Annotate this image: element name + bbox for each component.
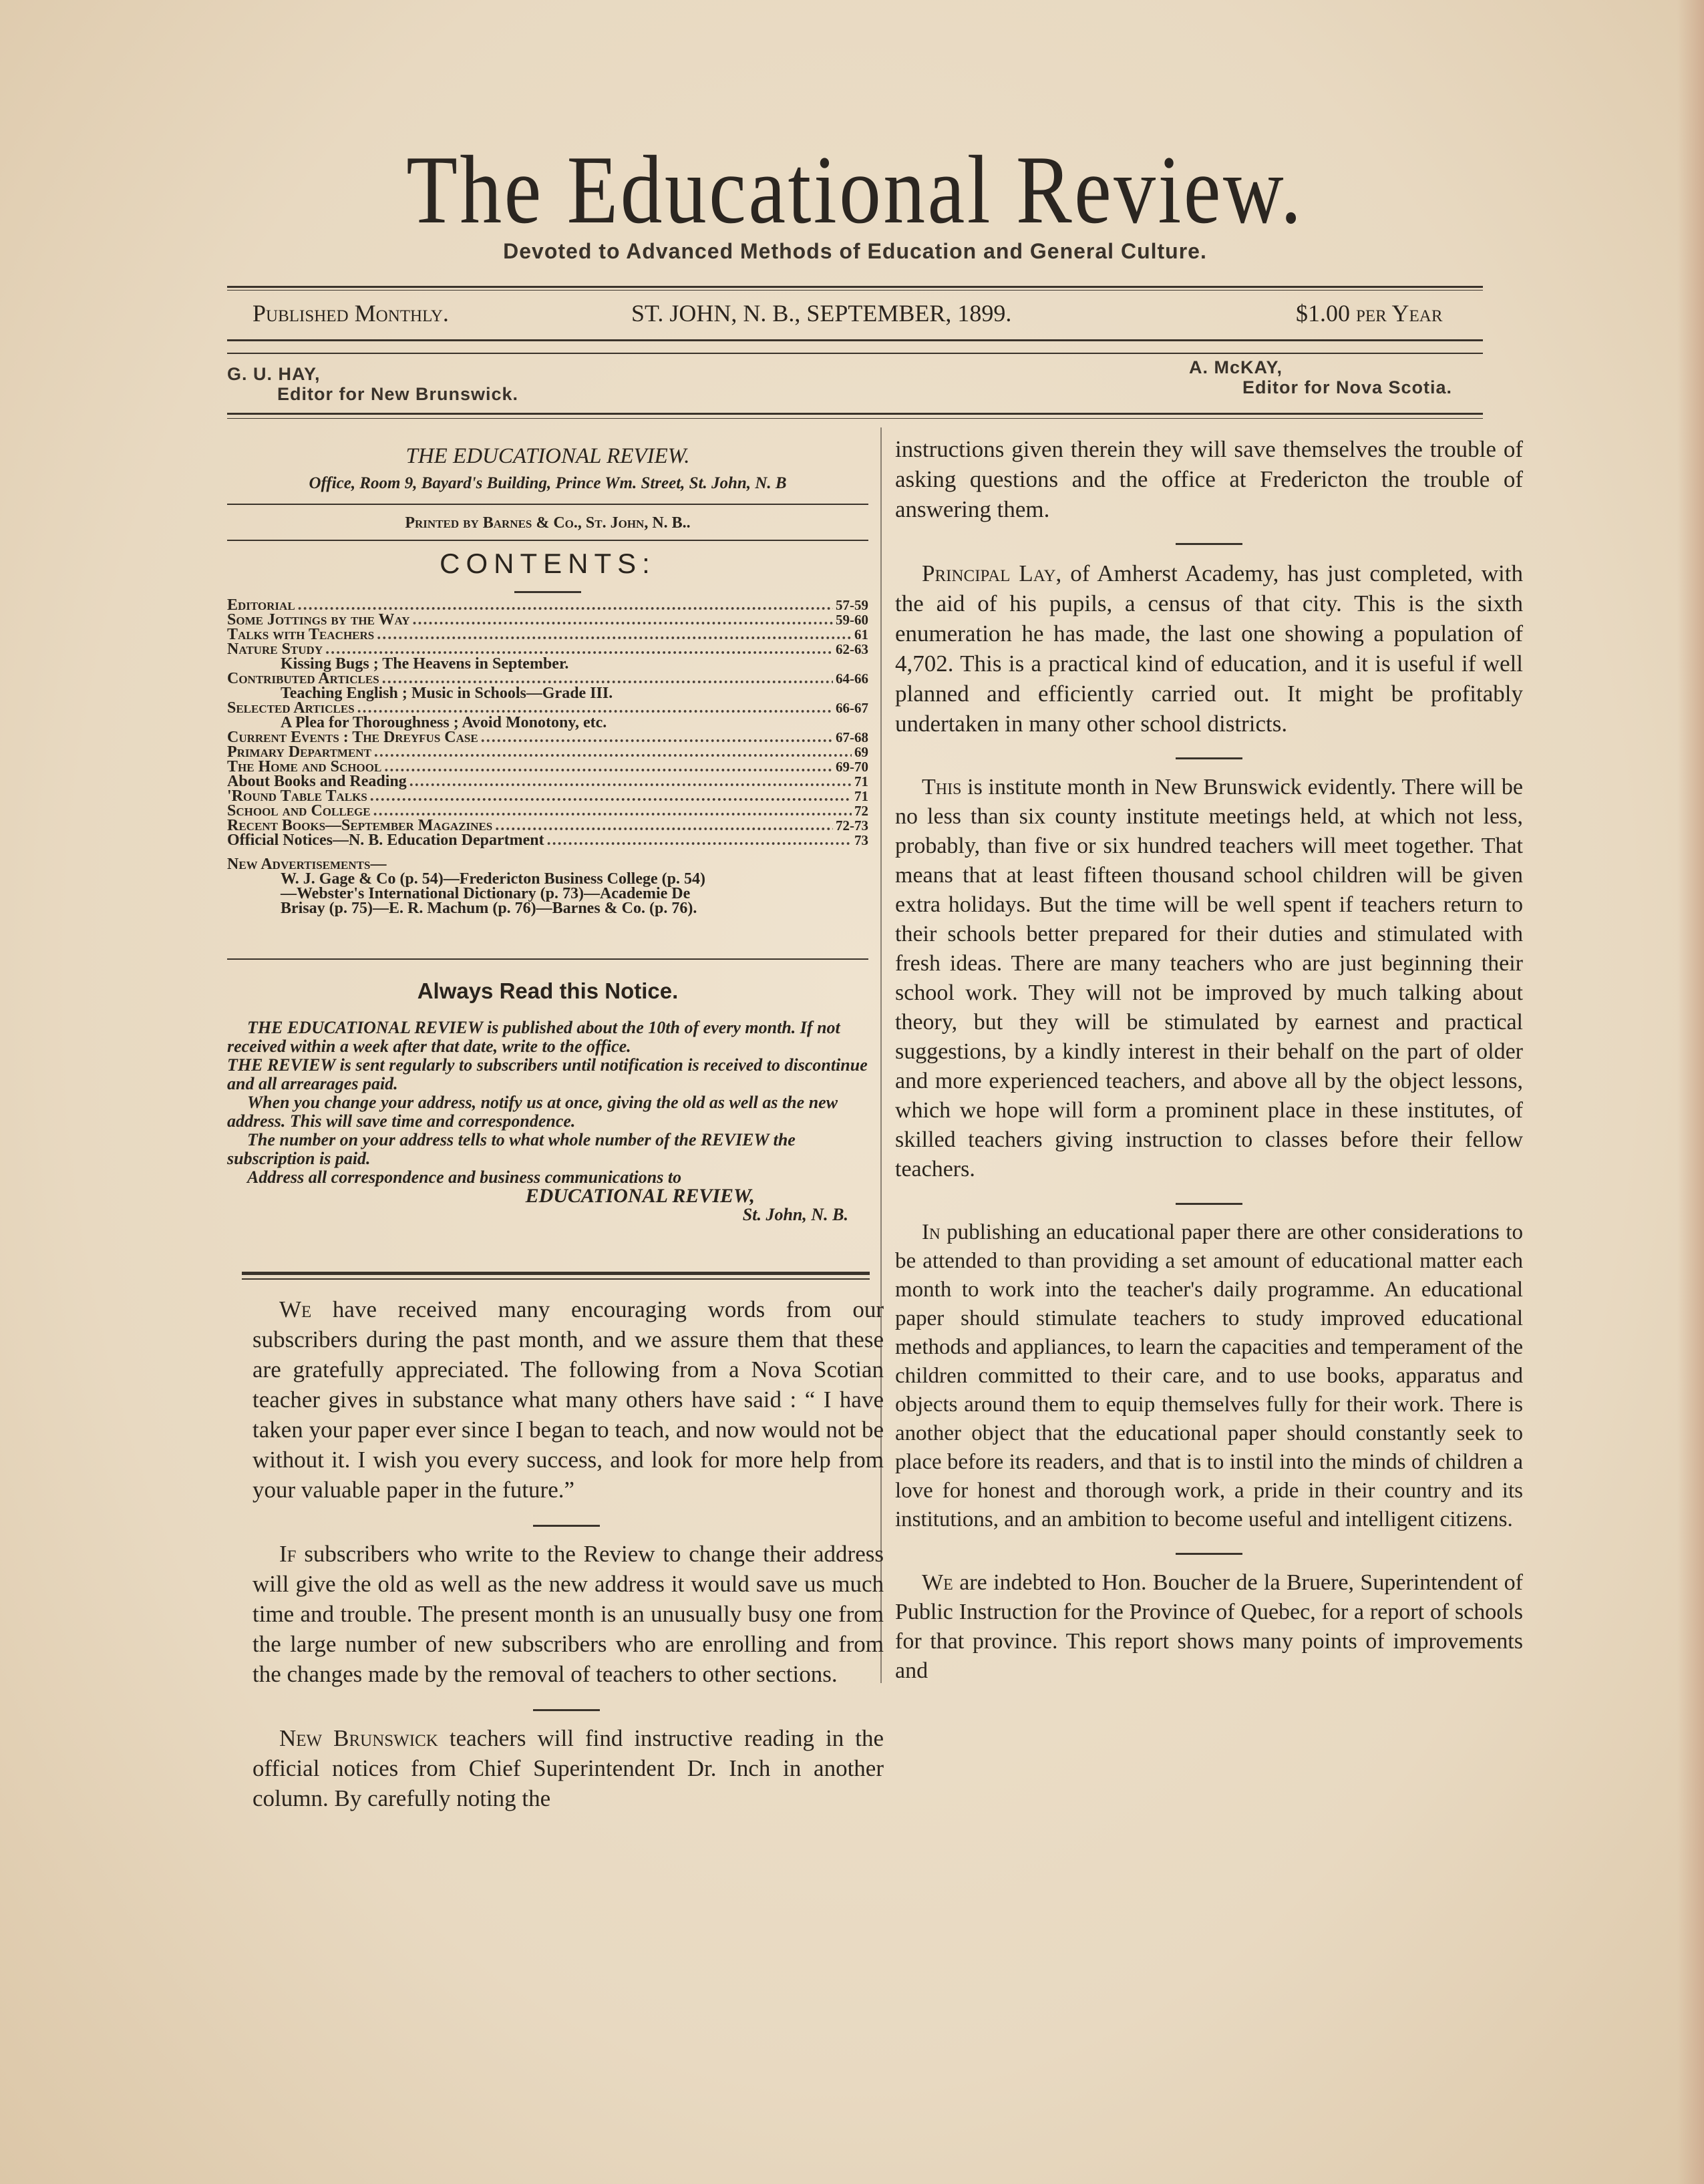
ads-line: W. J. Gage & Co (p. 54)—Fredericton Business College (p. 54)	[281, 870, 705, 888]
price-unit: per Year	[1356, 300, 1443, 327]
paragraph: In publishing an educational paper there are other considerations to be attended to than providing a set amount of educational matter each month to work into the teacher's daily programme. An educational paper should stimulate teachers to study improved educational methods and appliances, to learn the capacities and temperament of the children committed to their care, and to use books, apparatus and objects around them to equip themselves fully for their work. There is another object that the educational paper should constantly seek to place before its readers, and that is to instil into the minds of children a love for honest and thorough work, a pride in their country and its institutions, and an ambition to become useful and intelligent citizens.	[895, 1220, 1523, 1531]
divider	[227, 339, 1483, 341]
divider	[242, 1278, 870, 1280]
contents-heading: CONTENTS:	[440, 548, 656, 579]
notice-p3: When you change your address, notify us at once, giving the old as well as the new address. This will save time and correspondence.	[227, 1093, 838, 1131]
notice-p4: The number on your address tells to what whole number of the REVIEW the subscription is paid.	[227, 1130, 796, 1168]
masthead-title: The Educational Review.	[406, 136, 1304, 244]
toc-entry[interactable]: Primary Department ..... 69	[227, 745, 868, 759]
printer-line: Printed by Barnes & Co., St. John, N. B..	[405, 514, 691, 532]
paragraph: This is institute month in New Brunswick evidently. There will be no less than six county institute meetings held, at which not less, probably, than five or six hundred teachers will meet together. That means that at least fifteen thousand school children will be given extra holidays. But the time will be well spent if teachers return to their schools better prepared for their duties and stimulated with fresh ideas. There are many teachers who are just beginning their school work. They will not be improved by much talking about theory, but they will be stimulated by earnest and practical suggestions, by a kindly interest in their behalf on the part of older and more experienced teachers, and above all by the object lessons, which we hope will form a prominent place in these institutes, of skilled teachers giving instruction to classes before their fellow teachers.	[895, 775, 1524, 1181]
pub-dateline: ST. JOHN, N. B., SEPTEMBER, 1899.	[631, 300, 1012, 327]
paragraph: Principal Lay, of Amherst Academy, has just completed, with the aid of his pupils, a census of that city. This is the sixth enumeration he has made, the last one showing a population of 4,702. This is a practical kind of education, and it is useful if well planned and efficiently carried out. It might be profitably undertaken in many other school districts.	[895, 560, 1523, 737]
toc-subentry: Kissing Bugs ; The Heavens in September.	[281, 655, 569, 673]
toc-entry[interactable]: Recent Books—September Magazines ..... 72-73	[227, 818, 868, 833]
notice-p2: THE REVIEW is sent regularly to subscribers until notification is received to discontinue and all arrearages paid.	[227, 1055, 868, 1093]
right-body	[895, 434, 1523, 1686]
page-edge	[1677, 0, 1704, 2184]
paragraph: instructions given therein they will save themselves the trouble of asking questions and the office at Fredericton the trouble of answering them.	[895, 436, 1523, 522]
paragraph: If subscribers who write to the Review to change their address will give the old as well as the new address it would save us much time and trouble. The present month is an unusually busy one from the large number of new subscribers who are enrolling and from the changes made by the removal of teachers to other sections.	[252, 1541, 884, 1687]
office-address: Office, Room 9, Bayard's Building, Prince Wm. Street, St. John, N. B	[309, 474, 787, 492]
pub-price	[1296, 299, 1443, 327]
published-monthly	[252, 299, 449, 327]
short-rule	[514, 591, 581, 593]
office-title: THE EDUCATIONAL REVIEW.	[405, 444, 690, 468]
toc-entry[interactable]: Talks with Teachers ..... 61	[227, 627, 868, 642]
editor-right-title: Editor for Nova Scotia.	[1242, 377, 1453, 397]
toc-entry[interactable]: Official Notices—N. B. Education Department ..... 73	[227, 833, 868, 848]
editor-left-title: Editor for New Brunswick.	[277, 384, 519, 404]
short-rule	[533, 1525, 600, 1527]
short-rule	[1176, 1203, 1242, 1205]
paragraph: We have received many encouraging words from our subscribers during the past month, and we assure them that these are gratefully appreciated. The following from a Nova Scotian teacher gives in substance what many others have said : “ I have taken your paper ever since I began to teach, and now would not be without it. I wish you every success, and look for more help from your valuable paper in the future.”	[252, 1296, 884, 1503]
paragraph: New Brunswick teachers will find instructive reading in the official notices from Chief Superintendent Dr. Inch in another column. By carefully noting the	[252, 1725, 884, 1811]
toc-entry[interactable]: Editorial ..... 57-59	[227, 598, 868, 612]
short-rule	[533, 1709, 600, 1711]
masthead-subtitle: Devoted to Advanced Methods of Education and General Culture.	[503, 239, 1207, 263]
toc-entry[interactable]: Current Events : The Dreyfus Case ..... 67-68	[227, 730, 868, 745]
toc-entry[interactable]: Nature Study ..... 62-63	[227, 642, 868, 657]
toc-entry[interactable]: Contributed Articles ..... 64-66	[227, 671, 868, 686]
ads-heading: New Advertisements—	[227, 856, 387, 873]
ads-line: Brisay (p. 75)—E. R. Machum (p. 76)—Barnes & Co. (p. 76).	[281, 900, 697, 917]
toc-entry[interactable]: Selected Articles ..... 66-67	[227, 701, 868, 715]
notice-sig1: EDUCATIONAL REVIEW,	[525, 1185, 755, 1207]
divider	[227, 540, 868, 541]
editor-left-name: G. U. HAY,	[227, 364, 321, 384]
divider	[227, 504, 868, 505]
toc-entry[interactable]: The Home and School ..... 69-70	[227, 759, 868, 774]
price-value: $1.00	[1296, 300, 1350, 327]
notice-block	[227, 1019, 868, 1224]
divider	[242, 1272, 870, 1275]
divider	[227, 418, 1483, 419]
divider	[227, 286, 1483, 288]
notice-p5: Address all correspondence and business communications to	[247, 1167, 682, 1187]
editor-left	[227, 364, 518, 404]
divider	[227, 958, 868, 960]
ads-line: —Webster's International Dictionary (p. 73)—Academie De	[281, 885, 691, 902]
short-rule	[1176, 543, 1242, 545]
toc-subentry: A Plea for Thoroughness ; Avoid Monotony, etc.	[281, 714, 607, 731]
left-body	[252, 1294, 884, 1813]
toc-entry[interactable]: About Books and Reading ..... 71	[227, 774, 868, 789]
toc-entry[interactable]: Some Jottings by the Way ..... 59-60	[227, 612, 868, 627]
divider	[227, 290, 1483, 291]
toc-entry[interactable]: 'Round Table Talks ..... 71	[227, 789, 868, 803]
divider	[227, 353, 1483, 354]
toc-entry[interactable]: School and College ..... 72	[227, 803, 868, 818]
editor-right	[1189, 357, 1452, 397]
short-rule	[1176, 757, 1242, 759]
editor-right-name: A. McKAY,	[1189, 357, 1283, 377]
paragraph: We are indebted to Hon. Boucher de la Bruere, Superintendent of Public Instruction for the Province of Quebec, for a report of schools for that province. This report shows many points of improvements and	[895, 1570, 1523, 1683]
table-of-contents	[227, 598, 868, 916]
notice-p1: THE EDUCATIONAL REVIEW is published about the 10th of every month. If not received within a week after that date, write to the office.	[227, 1018, 840, 1056]
toc-subentry: Teaching English ; Music in Schools—Grade III.	[281, 685, 613, 702]
notice-sig2: St. John, N. B.	[742, 1205, 848, 1224]
pub-frequency: Published Monthly.	[252, 300, 449, 327]
short-rule	[1176, 1553, 1242, 1555]
notice-heading: Always Read this Notice.	[417, 978, 679, 1003]
divider	[227, 413, 1483, 415]
